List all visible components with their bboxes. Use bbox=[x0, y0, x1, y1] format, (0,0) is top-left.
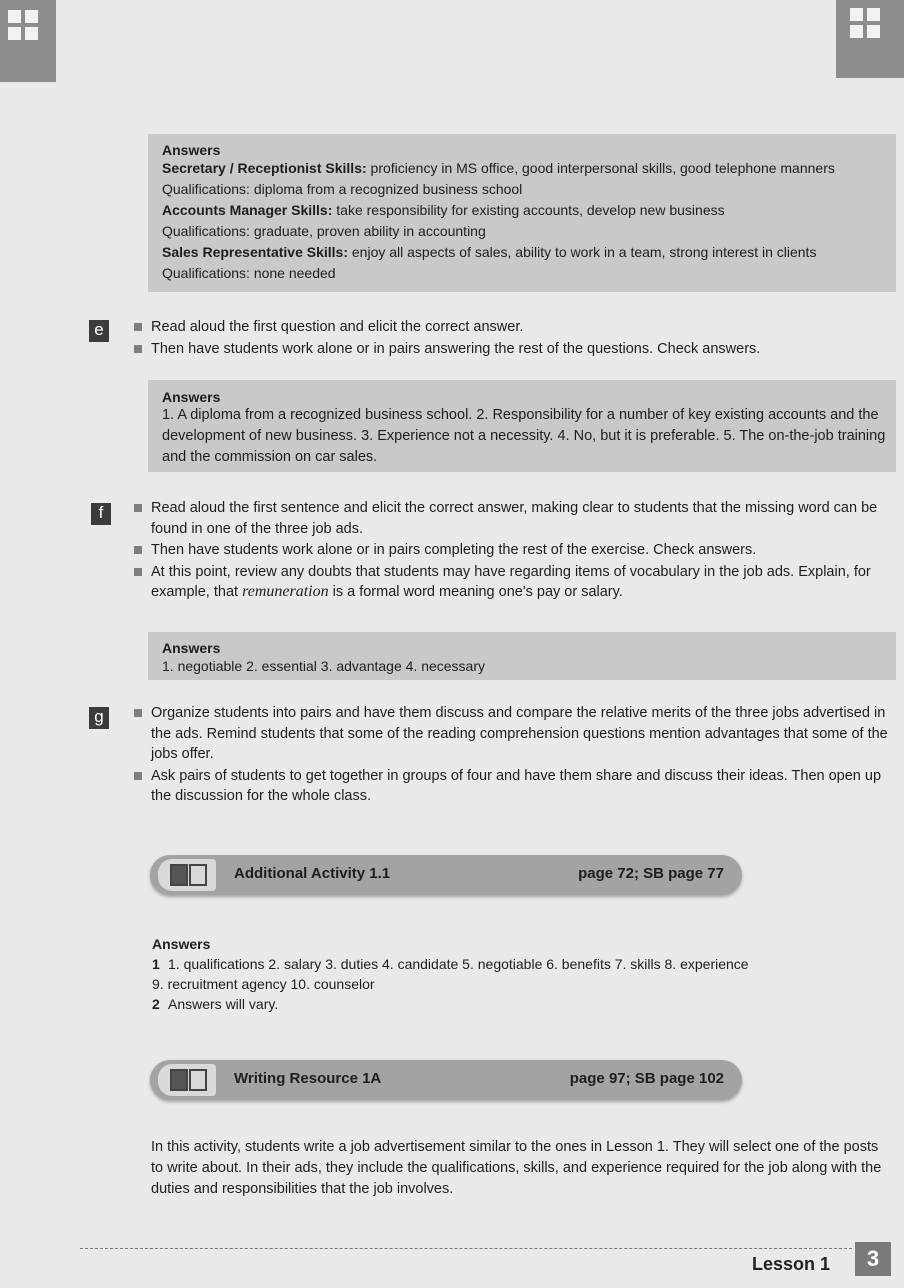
footer-divider bbox=[80, 1248, 852, 1249]
corner-tab-right bbox=[836, 0, 904, 78]
secretary-skills: Secretary / Receptionist Skills: proficiency in MS office, good interpersonal skills, good telephone manners bbox=[162, 160, 835, 176]
section-tag-g: g bbox=[89, 707, 109, 729]
sales-qualifications: Qualifications: none needed bbox=[162, 265, 336, 281]
accounts-skills: Accounts Manager Skills: take responsibility for existing accounts, develop new business bbox=[162, 202, 725, 218]
section-tag-f: f bbox=[91, 503, 111, 525]
answers-text: 1. A diploma from a recognized business school. 2. Responsibility for a number of key existing accounts and the development of new business. 3. Experience not a necessity. 4. No, but it is preferable. 5. The on-the-job training and the commission on car sales. bbox=[162, 407, 886, 465]
answer-group-2: 2 Answers will vary. bbox=[152, 994, 872, 1014]
answers-box-f bbox=[148, 632, 896, 680]
answers-title: Answers bbox=[162, 640, 221, 656]
additional-activity-banner bbox=[150, 855, 742, 895]
answer-line: 1. qualifications 2. salary 3. duties 4. candidate 5. negotiable 6. benefits 7. skills 8. experience bbox=[168, 956, 749, 972]
answers-title: Answers bbox=[162, 389, 221, 405]
list-item: Read aloud the first question and elicit the correct answer. bbox=[134, 317, 899, 338]
answers-box-skills bbox=[148, 134, 896, 292]
writing-paragraph: In this activity, students write a job advertisement similar to the ones in Lesson 1. They will select one of the posts to write about. In their ads, they include the qualifications, skills, and experience required for the job along with the duties and responsibilities that the job involves. bbox=[151, 1139, 882, 1197]
banner-page-ref: page 72; SB page 77 bbox=[578, 865, 724, 882]
section-tag-e: e bbox=[89, 320, 109, 342]
banner-title: Additional Activity 1.1 bbox=[234, 865, 391, 882]
book-icon bbox=[158, 1064, 216, 1096]
footer-lesson-label: Lesson 1 bbox=[752, 1254, 831, 1274]
book-icon bbox=[158, 859, 216, 891]
section-g-bullets bbox=[134, 703, 899, 808]
sales-skills: Sales Representative Skills: enjoy all aspects of sales, ability to work in a team, strong interest in clients bbox=[162, 244, 817, 260]
banner-title: Writing Resource 1A bbox=[234, 1070, 382, 1087]
section-f-bullets bbox=[134, 498, 899, 604]
answer-group-1: 1 1. qualifications 2. salary 3. duties 4. candidate 5. negotiable 6. benefits 7. skills 8. experience 9. recruitment agency 10. counselor bbox=[152, 954, 872, 994]
banner-page-ref: page 97; SB page 102 bbox=[569, 1070, 724, 1087]
answers-text: 1. negotiable 2. essential 3. advantage 4. necessary bbox=[162, 658, 485, 674]
section-e-bullets bbox=[134, 317, 899, 360]
grid-icon bbox=[850, 8, 882, 40]
list-item: Organize students into pairs and have them discuss and compare the relative merits of the three jobs advertised in the ads. Remind students that some of the reading comprehension questions mention advantages that some of the jobs offer. bbox=[134, 703, 899, 765]
answer-line: Answers will vary. bbox=[168, 996, 279, 1012]
list-item: At this point, review any doubts that students may have regarding items of vocabulary in the job ads. Explain, for example, that remuneration is a formal word meaning one's pay or salary. bbox=[134, 562, 899, 603]
secretary-qualifications: Qualifications: diploma from a recognized business school bbox=[162, 181, 523, 197]
page-number: 3 bbox=[855, 1242, 891, 1276]
answer-line: 9. recruitment agency 10. counselor bbox=[152, 976, 375, 992]
answers-activity bbox=[152, 934, 872, 1014]
answers-box-e bbox=[148, 380, 896, 472]
writing-resource-banner bbox=[150, 1060, 742, 1100]
list-item: Then have students work alone or in pairs completing the rest of the exercise. Check answers. bbox=[134, 540, 899, 561]
grid-icon bbox=[8, 10, 40, 42]
corner-tab-left bbox=[0, 0, 56, 82]
accounts-qualifications: Qualifications: graduate, proven ability in accounting bbox=[162, 223, 486, 239]
list-item: Read aloud the first sentence and elicit the correct answer, making clear to students that the missing word can be found in one of the three job ads. bbox=[134, 498, 899, 539]
list-item: Then have students work alone or in pairs answering the rest of the questions. Check answers. bbox=[134, 339, 899, 360]
answers-title: Answers bbox=[162, 142, 221, 158]
answers-title: Answers bbox=[152, 936, 211, 952]
list-item: Ask pairs of students to get together in groups of four and have them share and discuss their ideas. Then open up the discussion for the whole class. bbox=[134, 766, 899, 807]
